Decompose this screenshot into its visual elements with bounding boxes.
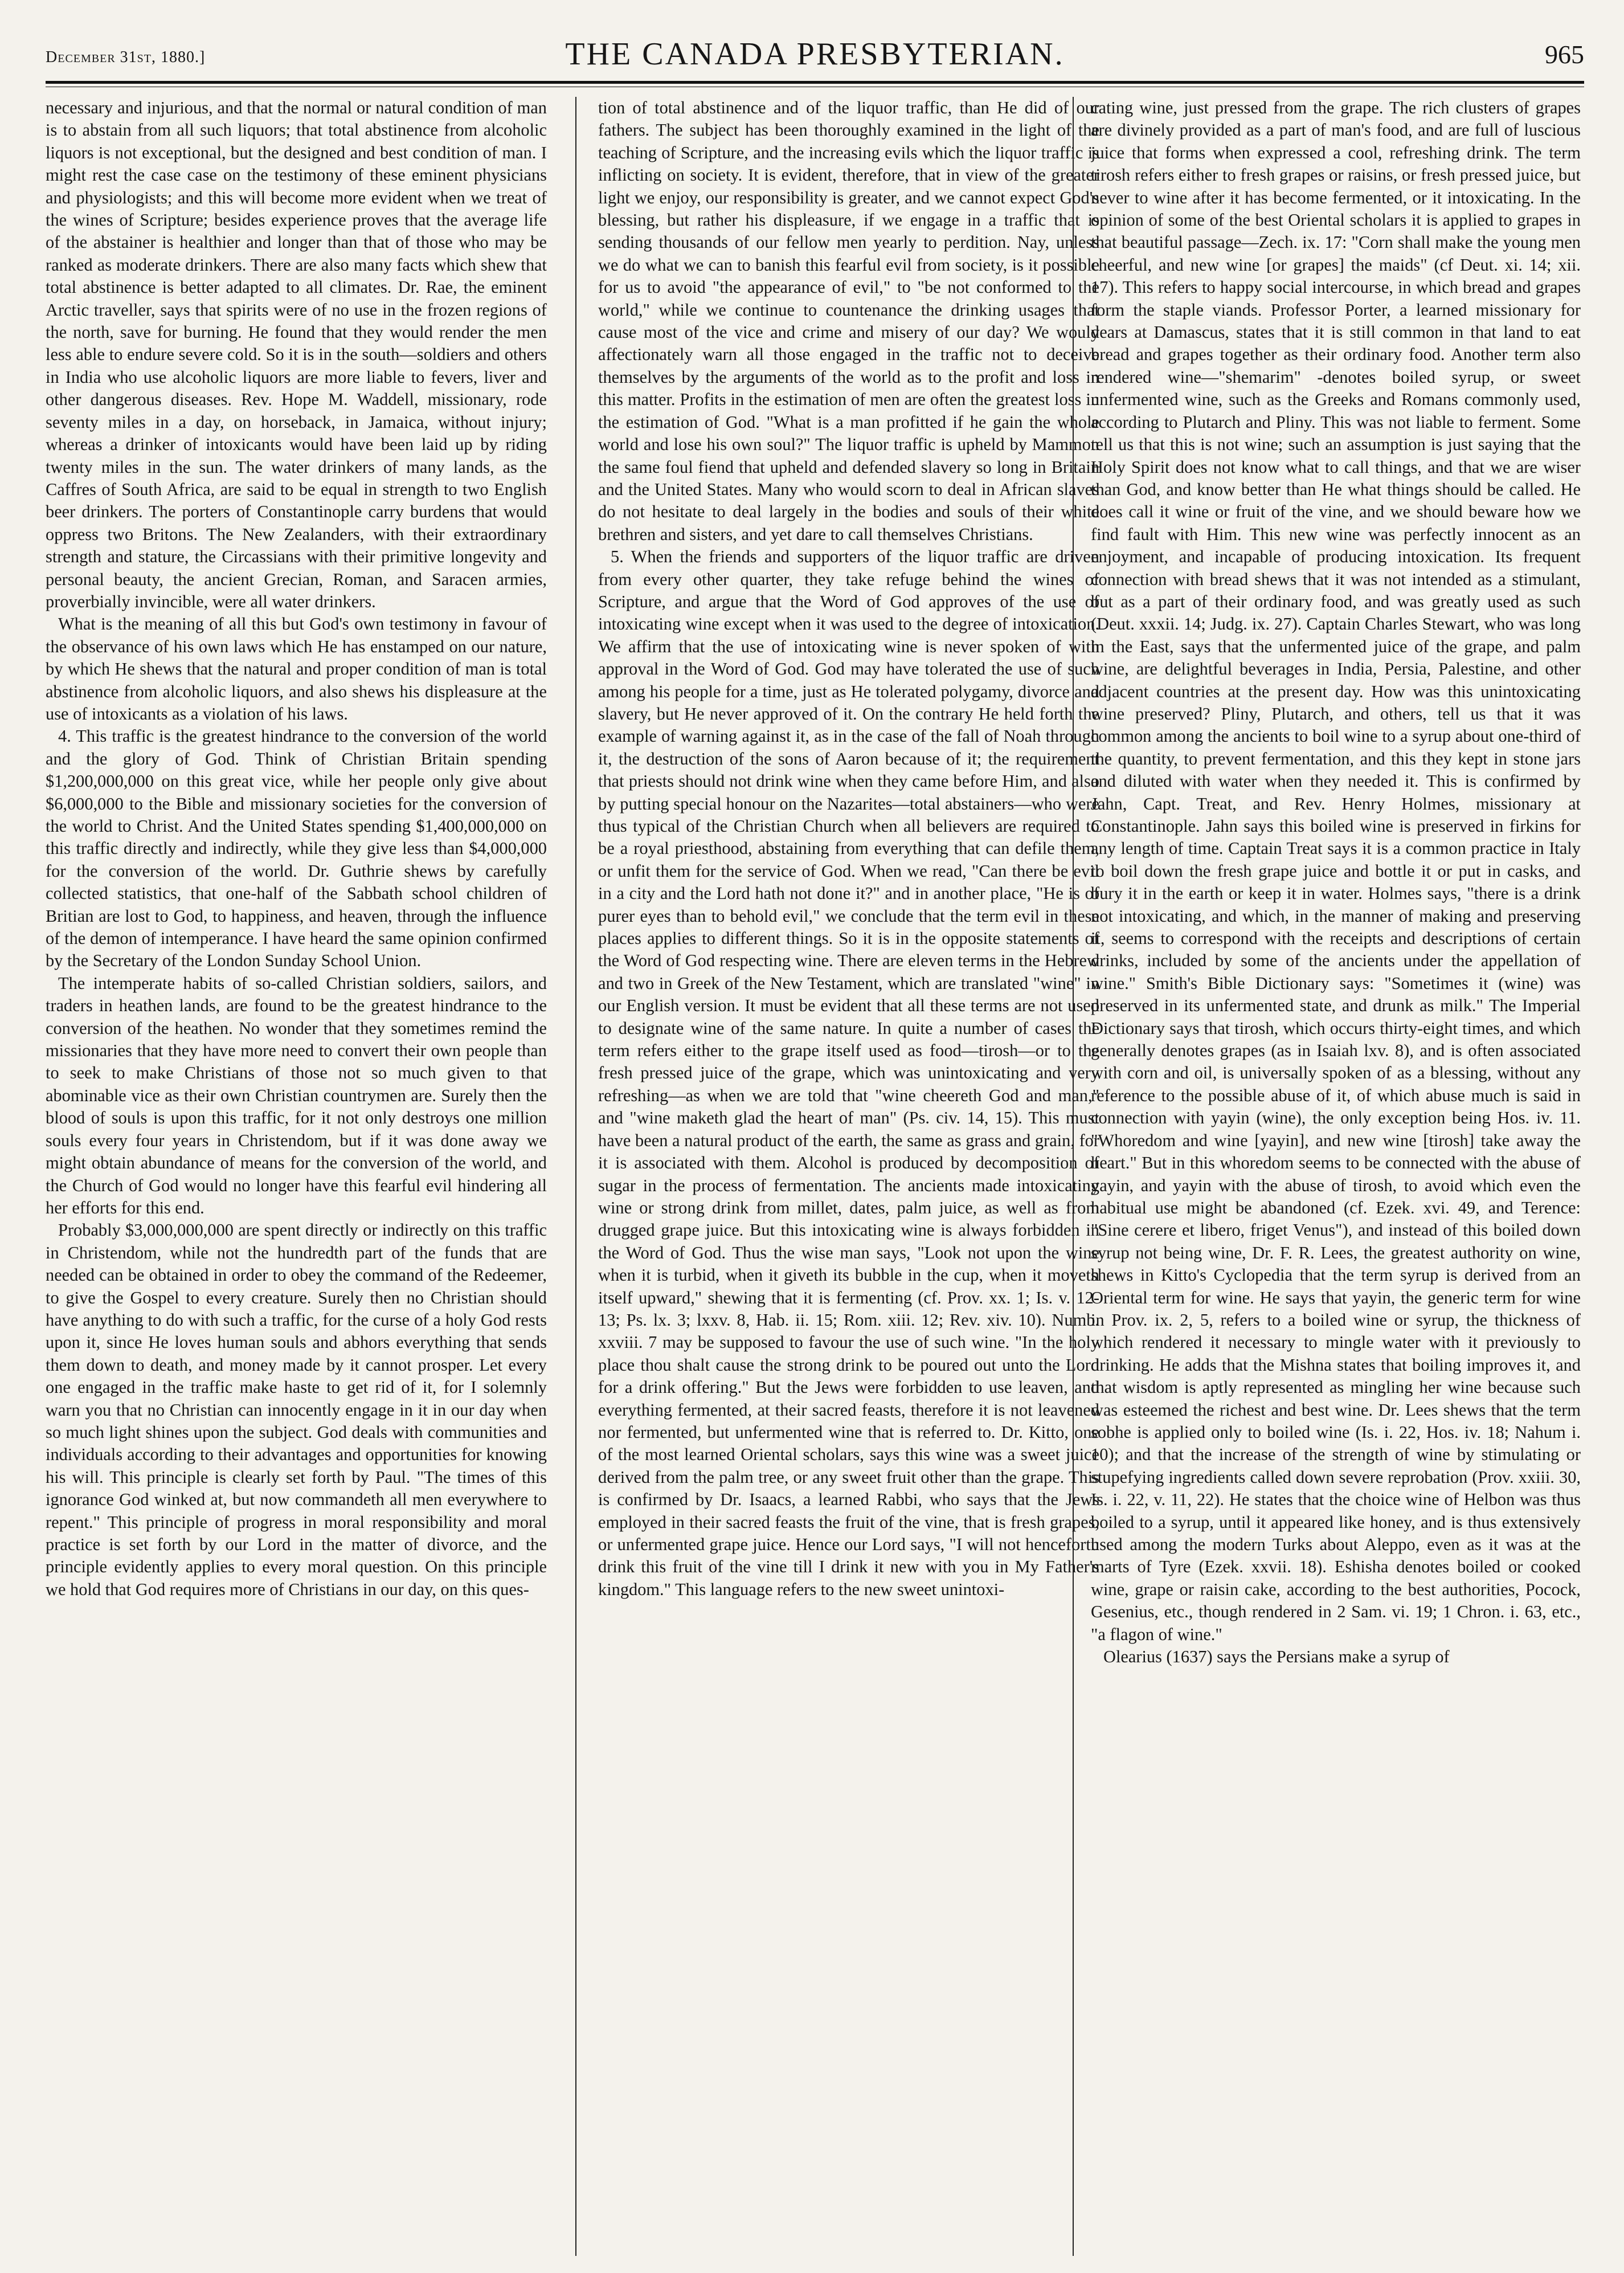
issue-date: December 31st, 1880.] (46, 48, 206, 66)
paragraph: 4. This traffic is the greatest hindrance to the conversion of the world and the glory of God. Think of Christian Britain spending $1,200,000,000 on this great vice, while her people only give about $6,000,000 to the Bible and missionary societies for the conversion of the world to Christ. And the United States spending $1,400,000,000 on this traffic directly and indirectly, while they give less than $4,000,000 for the conversion of the world. Dr. Guthrie shews by carefully collected statistics, that one-half of the Sabbath school children of Britian are lost to God, to happiness, and heaven, through the influence of the demon of intemperance. I have heard the same opinion confirmed by the Secretary of the London Sunday School Union. (46, 726, 547, 971)
text-column-3 (1091, 97, 1581, 2262)
paragraph: 5. When the friends and supporters of the liquor traffic are driven from every other quarter, they take refuge behind the wines of Scripture, and argue that the Word of God approves of the use of intoxicating wine except when it was used to the degree of intoxication. We affirm that the use of intoxicating wine is never spoken of with approval in the Word of God. God may have tolerated the use of such among his people for a time, just as He tolerated polygamy, divorce and slavery, but He never approved of it. On the contrary He held forth the example of warning against it, as in the case of the fall of Noah through it, the destruction of the sons of Aaron because of it; the requirement that priests should not drink wine when they came before Him, and also by putting special honour on the Nazarites—total abstainers—who were thus typical of the Christian Church when all believers are required to be a royal priesthood, abstaining from everything that can defile them, or unfit them for the service of God. When we read, "Can there be evil in a city and the Lord hath not done it?" and in another place, "He is of purer eyes than to behold evil," we conclude that the term evil in these places applies to different things. So it is in the opposite statements of the Word of God respecting wine. There are eleven terms in the Hebrew and two in Greek of the New Testament, which are translated "wine" in our English version. It must be evident that all these terms are not used to designate wine of the same nature. In quite a number of cases the term refers either to the grape itself used as food—tirosh—or to the fresh pressed juice of the grape, which was unintoxicating and very refreshing—as when we are told that "wine cheereth God and man," and "wine maketh glad the heart of man" (Ps. civ. 14, 15). This must have been a natural product of the earth, the same as grass and grain, for it is associated with them. Alcohol is produced by decomposition of sugar in the process of fermentation. The ancients made intoxicating wine or strong drink from millet, dates, palm juice, as well as from drugged grape juice. But this intoxicating wine is always forbidden in the Word of God. Thus the wise man says, "Look not upon the wine when it is turbid, when it giveth its bubble in the cup, when it moveth itself upward," shewing that it is fermenting (cf. Prov. xx. 1; Is. v. 12-13; Ps. lx. 3; lxxv. 8, Hab. ii. 15; Rom. xiii. 12; Rev. xiv. 10). Numb. xxviii. 7 may be supposed to favour the use of such wine. "In the holy place thou shalt cause the strong drink to be poured out unto the Lord for a drink offering." But the Jews were forbidden to use leaven, and everything fermented, at their sacred feasts, therefore it is not leavened nor fermented, but unfermented wine that is referred to. Dr. Kitto, one of the most learned Oriental scholars, says this wine was a sweet juice derived from the palm tree, or any sweet fruit other than the grape. This is confirmed by Dr. Isaacs, a learned Rabbi, who says that the Jews employed in their sacred feasts the fruit of the vine, that is fresh grapes, or unfermented grape juice. Hence our Lord says, "I will not henceforth drink this fruit of the vine till I drink it new with you in My Father's kingdom." This language refers to the new sweet unintoxi- (598, 547, 1099, 1599)
column-divider (575, 97, 576, 2256)
running-head (46, 31, 1584, 77)
paragraph: cating wine, just pressed from the grape. The rich clusters of grapes are divinely provided as a part of man's food, and are full of luscious juice that forms when expressed a cool, refreshing drink. The term tirosh refers either to fresh grapes or raisins, or fresh pressed juice, but never to wine after it has become fermented, or it intoxicating. In the opinion of some of the best Oriental scholars it is applied to grapes in that beautiful passage—Zech. ix. 17: "Corn shall make the young men cheerful, and new wine [or grapes] the maids" (cf Deut. xi. 14; xii. 17). This refers to happy social intercourse, in which bread and grapes form the staple viands. Professor Porter, a learned missionary for years at Damascus, states that it is still common in that land to eat bread and grapes together as their ordinary food. Another term also rendered wine—"shemarim" -denotes boiled syrup, or sweet unfermented wine, such as the Greeks and Romans commonly used, according to Plutarch and Pliny. This was not liable to ferment. Some tell us that this is not wine; such an assumption is just saying that the Holy Spirit does not know what to call things, and that we are wiser than God, and know better than He what things should be called. He does call it wine or fruit of the vine, and we should beware how we find fault with Him. This new wine was perfectly innocent as an enjoyment, and incapable of producing intoxication. Its frequent connection with bread shews that it was not intended as a stimulant, but as a part of their ordinary food, and was greatly used as such (Deut. xxxii. 14; Judg. ix. 27). Captain Charles Stewart, who was long in the East, says that the unfermented juice of the grape, and palm wine, are delightful beverages in India, Persia, Palestine, and other adjacent countries at the present day. How was this unintoxicating wine preserved? Pliny, Plutarch, and others, tell us that it was common among the ancients to boil wine to a syrup about one-third of the quantity, to prevent fermentation, and this they kept in stone jars and diluted with water when they needed it. This is confirmed by Jahn, Capt. Treat, and Rev. Henry Holmes, missionary at Constantinople. Jahn says this boiled wine is preserved in firkins for any length of time. Captain Treat says it is a common practice in Italy to boil down the fresh grape juice and bottle it or put in casks, and bury it in the earth or keep it in water. Holmes says, "there is a drink not intoxicating, and which, in the manner of making and preserving it, seems to correspond with the receipts and descriptions of certain drinks, included by some of the ancients under the appellation of wine." Smith's Bible Dictionary says: "Sometimes it (wine) was preserved in its unfermented state, and drunk as milk." The Imperial Dictionary says that tirosh, which occurs thirty-eight times, and which generally denotes grapes (as in Isaiah lxv. 8), and is often associated with corn and oil, is universally spoken of as a blessing, without any reference to the possible abuse of it, of which abuse much is said in connection with yayin (wine), the only exception being Hos. iv. 11. "Whoredom and wine [yayin], and new wine [tirosh] take away the heart." But in this whoredom seems to be connected with the abuse of yayin, and yayin with the abuse of tirosh, to avoid which even the habitual use might be abandoned (cf. Ezek. xvi. 49, and Terence: "Sine cerere et libero, friget Venus"), and instead of this boiled down syrup not being wine, Dr. F. R. Lees, the greatest authority on wine, shews in Kitto's Cyclopedia that the term syrup is derived from an Oriental term for wine. He says that yayin, the generic term for wine in Prov. ix. 2, 5, refers to a boiled wine or syrup, the thickness of which rendered it necessary to mingle water with it previously to drinking. He adds that the Mishna states that boiling improves it, and that wisdom is aptly represented as mingling her wine because such was esteemed the richest and best wine. Dr. Lees shews that the term sobhe is applied only to boiled wine (Is. i. 22, Hos. iv. 18; Nahum i. 10); and that the increase of the strength of wine by stimulating or stupefying ingredients called down severe reprobation (Prov. xxiii. 30, Is. i. 22, v. 11, 22). He states that the choice wine of Helbon was thus boiled to a syrup, until it appeared like honey, and is thus extensively used among the modern Turks about Aleppo, even as it was at the marts of Tyre (Ezek. xxvii. 18). Eshisha denotes boiled or cooked wine, grape or raisin cake, according to the best authorities, Pocock, Gesenius, etc., though rendered in 2 Sam. vi. 19; 1 Chron. i. 63, etc., "a flagon of wine." (1091, 98, 1581, 1644)
paragraph: Probably $3,000,000,000 are spent directly or indirectly on this traffic in Christendom, while not the hundredth part of the funds that are needed can be obtained in order to obey the command of the Redeemer, to give the Gospel to every creature. Surely then no Christian should have anything to do with such a traffic, for the curse of a holy God rests upon it, since He loves human souls and abhors everything that sends them down to death, and money made by it cannot prosper. Let every one engaged in the traffic make haste to get rid of it, for I solemnly warn you that no Christian can innocently engage in it in our day when so much light shines upon the subject. God deals with communities and individuals according to their advantages and opportunities for knowing his will. This principle is clearly set forth by Paul. "The times of this ignorance God winked at, but now commandeth all men everywhere to repent." This principle of progress in moral responsibility and moral practice is set forth by our Lord in the matter of divorce, and the principle evidently applies to every moral question. On this principle we hold that God requires more of Christians in our day, on this ques- (46, 1220, 547, 1599)
text-column-2 (598, 97, 1099, 2262)
text-column-1 (46, 97, 547, 2262)
page-number: 965 (1545, 40, 1584, 69)
paragraph: The intemperate habits of so-called Christian soldiers, sailors, and traders in heathen lands, are found to be the greatest hindrance to the conversion of the heathen. No wonder that they sometimes remind the missionaries that they have more need to convert their own people than to seek to make Christians of those not so much given to that abominable vice as their own Christian countrymen are. Surely then the blood of souls is upon this traffic, for it not only destroys one million souls every four years in Christendom, but if it was done away we might obtain abundance of means for the conversion of the world, and the Church of God would no longer have this fearful evil hindering all her efforts for this end. (46, 973, 547, 1217)
masthead-title: THE CANADA PRESBYTERIAN. (565, 36, 1065, 72)
paragraph: What is the meaning of all this but God's own testimony in favour of the observance of his own laws which He has enstamped on our nature, by which He shews that the natural and proper condition of man is total abstinence from alcoholic liquors, and also shews his displeasure at the use of intoxicants as a violation of his laws. (46, 614, 547, 723)
header-rule-thick (46, 81, 1584, 84)
paragraph: necessary and injurious, and that the normal or natural condition of man is to abstain from all such liquors; that total abstinence from alcoholic liquors is not exceptional, but the designed and best condition of man. I might rest the case case on the testimony of these eminent physicians and physiologists; and this will become more evident when we treat of the wines of Scripture; besides experience proves that the average life of the abstainer is healthier and longer than that of those who may be ranked as moderate drinkers. There are also many facts which shew that total abstinence is better adapted to all climates. Dr. Rae, the eminent Arctic traveller, says that spirits were of no use in the frozen regions of the north, save for burning. He found that they would render the men less able to endure severe cold. So it is in the south—soldiers and others in India who use alcoholic liquors are more liable to fevers, liver and other dangerous diseases. Rev. Hope M. Waddell, missionary, rode seventy miles in a day, on horseback, in Jamaica, without injury; whereas a drinker of intoxicants would have been laid up by riding twenty miles in the sun. The water drinkers of many lands, as the Caffres of South Africa, are said to be equal in strength to two English beer drinkers. The porters of Constantinople carry burdens that would oppress two Britons. The New Zealanders, with their extraordinary strength and stature, the Circassians with their primitive longevity and personal beauty, the ancient Grecian, Roman, and Saracen armies, proverbially invincible, were all water drinkers. (46, 98, 547, 611)
paragraph: tion of total abstinence and of the liquor traffic, than He did of our fathers. The subject has been thoroughly examined in the light of the teaching of Scripture, and the increasing evils which the liquor traffic is inflicting on society. It is evident, therefore, that in view of the greater light we enjoy, our responsibility is greater, and we cannot expect God's blessing, but rather his displeasure, if we engage in a traffic that is sending thousands of our fellow men yearly to perdition. Nay, unless we do what we can to banish this fearful evil from society, is it possible for us to avoid "the appearance of evil," to "be not conformed to the world," while we continue to countenance the drinking usages that cause most of the vice and crime and misery of our day? We would affectionately warn all those engaged in the traffic not to deceive themselves by the arguments of the world as to the profit and loss in this matter. Profits in the estimation of men are often the greatest loss in the estimation of God. "What is a man profitted if he gain the whole world and lose his own soul?" The liquor traffic is upheld by Mammon the same foul fiend that upheld and defended slavery so long in Britain and the United States. Many who would scorn to deal in African slaves do not hesitate to deal largely in the bodies and souls of their white brethren and sisters, and yet dare to call themselves Christians. (598, 98, 1099, 544)
paragraph: Olearius (1637) says the Persians make a syrup of (1103, 1647, 1450, 1667)
